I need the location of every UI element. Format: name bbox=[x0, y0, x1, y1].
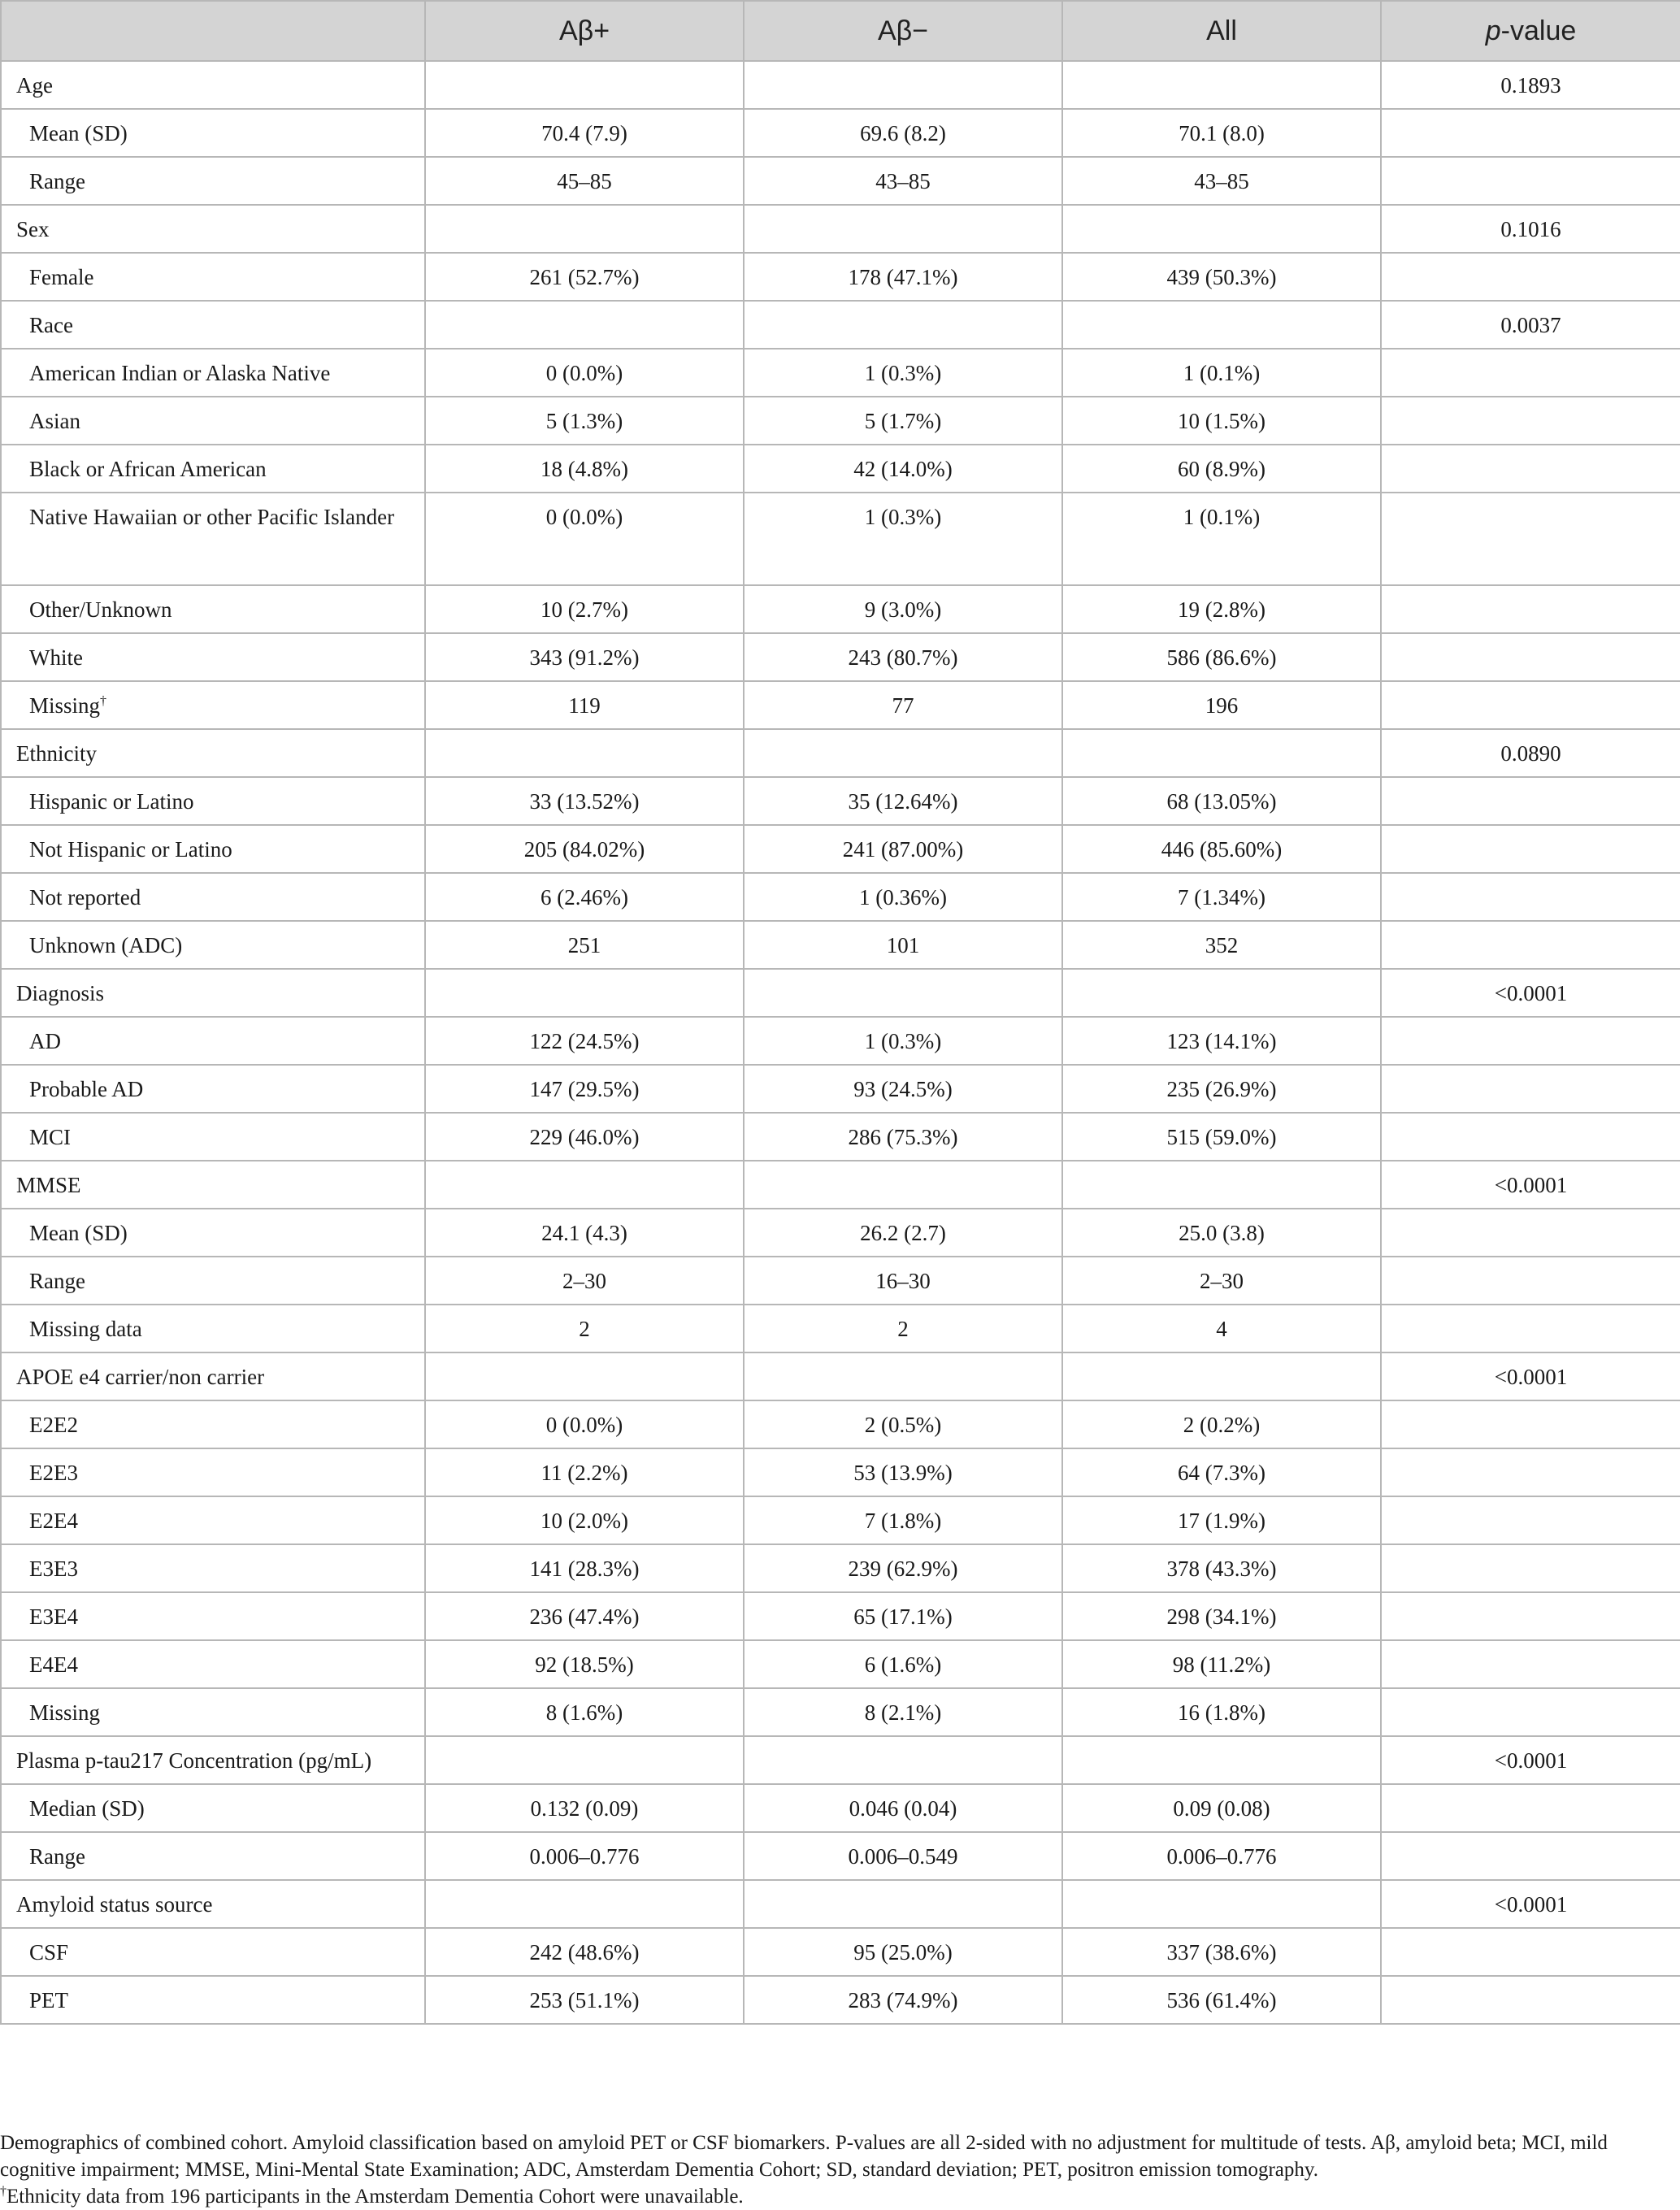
row-label bbox=[1, 873, 425, 921]
cell-abeta-negative: 1 (0.3%) bbox=[744, 349, 1062, 397]
table-row bbox=[1, 157, 1680, 205]
cell-all: 16 (1.8%) bbox=[1062, 1688, 1381, 1736]
cell-abeta-positive: 236 (47.4%) bbox=[425, 1592, 744, 1640]
cell-abeta-positive bbox=[425, 729, 744, 777]
row-label bbox=[1, 969, 425, 1017]
cell-p-value bbox=[1381, 1832, 1680, 1880]
cell-all: 43–85 bbox=[1062, 157, 1381, 205]
cell-abeta-positive: 2–30 bbox=[425, 1257, 744, 1305]
cell-abeta-positive: 0 (0.0%) bbox=[425, 493, 744, 585]
cell-all: 123 (14.1%) bbox=[1062, 1017, 1381, 1065]
footnote-ethnicity-text: Ethnicity data from 196 participants in the Amsterdam Dementia Cohort were unavailable. bbox=[7, 2186, 744, 2208]
row-label bbox=[1, 1017, 425, 1065]
cell-all bbox=[1062, 1161, 1381, 1209]
row-label bbox=[1, 1305, 425, 1352]
cell-all: 2–30 bbox=[1062, 1257, 1381, 1305]
cell-p-value bbox=[1381, 1209, 1680, 1257]
cell-all bbox=[1062, 61, 1381, 109]
cell-abeta-positive: 92 (18.5%) bbox=[425, 1640, 744, 1688]
row-label-text: Female bbox=[29, 264, 94, 289]
row-label bbox=[1, 777, 425, 825]
cell-abeta-negative bbox=[744, 1352, 1062, 1400]
row-label bbox=[1, 1113, 425, 1161]
cell-abeta-negative bbox=[744, 969, 1062, 1017]
row-label bbox=[1, 1065, 425, 1113]
cell-all: 60 (8.9%) bbox=[1062, 445, 1381, 493]
cell-abeta-positive bbox=[425, 1352, 744, 1400]
cell-all: 19 (2.8%) bbox=[1062, 585, 1381, 633]
cell-p-value bbox=[1381, 1976, 1680, 2024]
table-row bbox=[1, 777, 1680, 825]
row-label bbox=[1, 397, 425, 445]
row-label-text: CSF bbox=[29, 1939, 69, 1965]
table-row bbox=[1, 1161, 1680, 1209]
row-label-text: Missing bbox=[29, 693, 101, 718]
table-row bbox=[1, 109, 1680, 157]
cell-abeta-negative bbox=[744, 301, 1062, 349]
cell-abeta-negative: 1 (0.3%) bbox=[744, 1017, 1062, 1065]
row-label bbox=[1, 1257, 425, 1305]
row-label bbox=[1, 1352, 425, 1400]
cell-p-value: <0.0001 bbox=[1381, 1352, 1680, 1400]
cell-abeta-positive bbox=[425, 1880, 744, 1928]
cell-p-value: 0.1893 bbox=[1381, 61, 1680, 109]
cell-p-value: <0.0001 bbox=[1381, 1736, 1680, 1784]
table-row bbox=[1, 681, 1680, 729]
cell-abeta-positive: 10 (2.0%) bbox=[425, 1496, 744, 1544]
cell-abeta-negative: 283 (74.9%) bbox=[744, 1976, 1062, 2024]
table-row bbox=[1, 445, 1680, 493]
row-label bbox=[1, 1209, 425, 1257]
table-row bbox=[1, 1736, 1680, 1784]
cell-all: 439 (50.3%) bbox=[1062, 253, 1381, 301]
table-row bbox=[1, 1976, 1680, 2024]
cell-abeta-positive: 253 (51.1%) bbox=[425, 1976, 744, 2024]
cell-abeta-negative: 35 (12.64%) bbox=[744, 777, 1062, 825]
row-label bbox=[1, 633, 425, 681]
table-row bbox=[1, 1209, 1680, 1257]
footnote-ethnicity bbox=[0, 2183, 1658, 2210]
cell-p-value bbox=[1381, 681, 1680, 729]
row-label bbox=[1, 681, 425, 729]
cell-abeta-positive bbox=[425, 61, 744, 109]
row-label-text: E2E2 bbox=[29, 1412, 78, 1437]
cell-p-value bbox=[1381, 1305, 1680, 1352]
row-label-text: Probable AD bbox=[29, 1076, 144, 1101]
row-label-text: Asian bbox=[29, 408, 80, 433]
row-label-footnote-mark: † bbox=[100, 693, 107, 708]
cell-all: 586 (86.6%) bbox=[1062, 633, 1381, 681]
cell-abeta-negative: 101 bbox=[744, 921, 1062, 969]
row-label-text: E2E3 bbox=[29, 1460, 78, 1485]
row-label bbox=[1, 157, 425, 205]
cell-abeta-negative: 2 bbox=[744, 1305, 1062, 1352]
cell-p-value bbox=[1381, 1688, 1680, 1736]
row-label-text: E2E4 bbox=[29, 1508, 78, 1533]
cell-all: 196 bbox=[1062, 681, 1381, 729]
cell-p-value: 0.0037 bbox=[1381, 301, 1680, 349]
cell-p-value bbox=[1381, 585, 1680, 633]
cell-abeta-positive: 147 (29.5%) bbox=[425, 1065, 744, 1113]
cell-all: 337 (38.6%) bbox=[1062, 1928, 1381, 1976]
cell-all: 536 (61.4%) bbox=[1062, 1976, 1381, 2024]
cell-abeta-positive: 229 (46.0%) bbox=[425, 1113, 744, 1161]
table-row bbox=[1, 1065, 1680, 1113]
cell-p-value bbox=[1381, 1448, 1680, 1496]
cell-abeta-negative: 2 (0.5%) bbox=[744, 1400, 1062, 1448]
row-label-text: Range bbox=[29, 168, 85, 193]
cell-all: 10 (1.5%) bbox=[1062, 397, 1381, 445]
table-row bbox=[1, 1305, 1680, 1352]
cell-p-value bbox=[1381, 157, 1680, 205]
table-row bbox=[1, 1544, 1680, 1592]
cell-p-value bbox=[1381, 1400, 1680, 1448]
cell-abeta-positive: 24.1 (4.3) bbox=[425, 1209, 744, 1257]
row-label-text: AD bbox=[29, 1028, 61, 1053]
row-label bbox=[1, 1688, 425, 1736]
cell-abeta-negative: 93 (24.5%) bbox=[744, 1065, 1062, 1113]
row-label-text: E4E4 bbox=[29, 1652, 78, 1677]
row-label-text: Race bbox=[29, 312, 73, 337]
cell-abeta-positive: 5 (1.3%) bbox=[425, 397, 744, 445]
row-label-text: White bbox=[29, 645, 83, 670]
cell-all: 4 bbox=[1062, 1305, 1381, 1352]
cell-p-value bbox=[1381, 1017, 1680, 1065]
row-label bbox=[1, 445, 425, 493]
cell-abeta-positive: 0 (0.0%) bbox=[425, 349, 744, 397]
cell-abeta-negative: 243 (80.7%) bbox=[744, 633, 1062, 681]
cell-abeta-negative: 43–85 bbox=[744, 157, 1062, 205]
row-label bbox=[1, 301, 425, 349]
row-label bbox=[1, 1448, 425, 1496]
table-row bbox=[1, 1928, 1680, 1976]
footnote-dagger: † bbox=[0, 2184, 7, 2199]
cell-abeta-negative: 1 (0.36%) bbox=[744, 873, 1062, 921]
cell-abeta-negative: 6 (1.6%) bbox=[744, 1640, 1062, 1688]
row-label bbox=[1, 493, 425, 585]
row-label-text: Sex bbox=[16, 216, 50, 241]
row-label bbox=[1, 349, 425, 397]
row-label-text: Age bbox=[16, 72, 53, 98]
row-label-text: Other/Unknown bbox=[29, 597, 172, 622]
cell-all: 446 (85.60%) bbox=[1062, 825, 1381, 873]
row-label bbox=[1, 729, 425, 777]
cell-all: 1 (0.1%) bbox=[1062, 349, 1381, 397]
cell-p-value bbox=[1381, 1640, 1680, 1688]
cell-p-value bbox=[1381, 633, 1680, 681]
row-label bbox=[1, 921, 425, 969]
cell-p-value bbox=[1381, 873, 1680, 921]
cell-p-value bbox=[1381, 349, 1680, 397]
table-row bbox=[1, 1400, 1680, 1448]
cell-abeta-negative: 53 (13.9%) bbox=[744, 1448, 1062, 1496]
cell-abeta-negative: 77 bbox=[744, 681, 1062, 729]
row-label-text: Not Hispanic or Latino bbox=[29, 836, 232, 862]
table-row bbox=[1, 729, 1680, 777]
row-label-text: Missing bbox=[29, 1700, 101, 1725]
row-label bbox=[1, 1880, 425, 1928]
header-p-suffix: -value bbox=[1500, 15, 1577, 46]
table-row bbox=[1, 1592, 1680, 1640]
cell-abeta-negative bbox=[744, 205, 1062, 253]
table-row bbox=[1, 1784, 1680, 1832]
cell-p-value bbox=[1381, 1065, 1680, 1113]
cell-abeta-positive: 205 (84.02%) bbox=[425, 825, 744, 873]
table-row bbox=[1, 969, 1680, 1017]
cell-all: 98 (11.2%) bbox=[1062, 1640, 1381, 1688]
row-label bbox=[1, 1544, 425, 1592]
table-row bbox=[1, 873, 1680, 921]
cell-all: 298 (34.1%) bbox=[1062, 1592, 1381, 1640]
cell-abeta-negative: 7 (1.8%) bbox=[744, 1496, 1062, 1544]
header-label-column bbox=[1, 1, 425, 61]
cell-p-value bbox=[1381, 1113, 1680, 1161]
header-all: All bbox=[1062, 1, 1381, 61]
cell-all bbox=[1062, 301, 1381, 349]
cell-abeta-positive: 122 (24.5%) bbox=[425, 1017, 744, 1065]
cell-abeta-negative: 8 (2.1%) bbox=[744, 1688, 1062, 1736]
cell-abeta-positive: 45–85 bbox=[425, 157, 744, 205]
cell-abeta-positive bbox=[425, 969, 744, 1017]
cell-abeta-positive: 343 (91.2%) bbox=[425, 633, 744, 681]
cell-all: 0.006–0.776 bbox=[1062, 1832, 1381, 1880]
table-row bbox=[1, 253, 1680, 301]
table-row bbox=[1, 1496, 1680, 1544]
table-row bbox=[1, 1113, 1680, 1161]
row-label-text: PET bbox=[29, 1987, 69, 2012]
cell-all: 70.1 (8.0) bbox=[1062, 109, 1381, 157]
table-row bbox=[1, 205, 1680, 253]
cell-abeta-negative: 1 (0.3%) bbox=[744, 493, 1062, 585]
cell-abeta-negative: 241 (87.00%) bbox=[744, 825, 1062, 873]
row-label-text: MMSE bbox=[16, 1172, 81, 1197]
row-label bbox=[1, 825, 425, 873]
cell-abeta-negative bbox=[744, 1736, 1062, 1784]
cell-p-value: 0.1016 bbox=[1381, 205, 1680, 253]
cell-abeta-negative: 65 (17.1%) bbox=[744, 1592, 1062, 1640]
cell-p-value bbox=[1381, 1928, 1680, 1976]
row-label bbox=[1, 1832, 425, 1880]
row-label-text: Median (SD) bbox=[29, 1795, 145, 1821]
row-label-text: Amyloid status source bbox=[16, 1891, 213, 1917]
cell-abeta-negative: 26.2 (2.7) bbox=[744, 1209, 1062, 1257]
table-row bbox=[1, 1832, 1680, 1880]
cell-abeta-negative: 42 (14.0%) bbox=[744, 445, 1062, 493]
cell-abeta-positive bbox=[425, 301, 744, 349]
cell-abeta-positive: 2 bbox=[425, 1305, 744, 1352]
cell-abeta-negative bbox=[744, 61, 1062, 109]
row-label bbox=[1, 61, 425, 109]
table-row bbox=[1, 61, 1680, 109]
cell-abeta-negative: 0.046 (0.04) bbox=[744, 1784, 1062, 1832]
cell-abeta-negative: 178 (47.1%) bbox=[744, 253, 1062, 301]
header-abeta-positive: Aβ+ bbox=[425, 1, 744, 61]
cell-abeta-positive bbox=[425, 205, 744, 253]
cell-p-value bbox=[1381, 397, 1680, 445]
cell-abeta-negative: 5 (1.7%) bbox=[744, 397, 1062, 445]
cell-all: 25.0 (3.8) bbox=[1062, 1209, 1381, 1257]
cell-abeta-negative: 286 (75.3%) bbox=[744, 1113, 1062, 1161]
table-row bbox=[1, 349, 1680, 397]
row-label bbox=[1, 1736, 425, 1784]
cell-abeta-positive: 0.006–0.776 bbox=[425, 1832, 744, 1880]
row-label-text: Native Hawaiian or other Pacific Islander bbox=[29, 505, 395, 529]
header-p-value bbox=[1381, 1, 1680, 61]
row-label-text: Hispanic or Latino bbox=[29, 788, 194, 814]
cell-all: 0.09 (0.08) bbox=[1062, 1784, 1381, 1832]
cell-all: 378 (43.3%) bbox=[1062, 1544, 1381, 1592]
cell-p-value bbox=[1381, 921, 1680, 969]
table-row bbox=[1, 1688, 1680, 1736]
row-label bbox=[1, 1400, 425, 1448]
row-label bbox=[1, 1928, 425, 1976]
cell-p-value bbox=[1381, 1592, 1680, 1640]
table-row bbox=[1, 1017, 1680, 1065]
row-label-text: American Indian or Alaska Native bbox=[29, 360, 331, 385]
cell-abeta-positive: 261 (52.7%) bbox=[425, 253, 744, 301]
cell-p-value: <0.0001 bbox=[1381, 1880, 1680, 1928]
cell-abeta-positive: 6 (2.46%) bbox=[425, 873, 744, 921]
row-label-text: Mean (SD) bbox=[29, 120, 128, 145]
row-label bbox=[1, 1161, 425, 1209]
table-row bbox=[1, 301, 1680, 349]
cell-p-value bbox=[1381, 825, 1680, 873]
row-label-text: Black or African American bbox=[29, 456, 267, 481]
cell-abeta-positive: 11 (2.2%) bbox=[425, 1448, 744, 1496]
cell-all bbox=[1062, 729, 1381, 777]
table-row bbox=[1, 1448, 1680, 1496]
cell-abeta-negative bbox=[744, 729, 1062, 777]
row-label-text: Ethnicity bbox=[16, 740, 97, 766]
table-row bbox=[1, 1880, 1680, 1928]
cell-p-value bbox=[1381, 1257, 1680, 1305]
row-label bbox=[1, 1592, 425, 1640]
row-label bbox=[1, 1496, 425, 1544]
table-row bbox=[1, 633, 1680, 681]
footnote-abbreviations: Demographics of combined cohort. Amyloid classification based on amyloid PET or CSF biomarkers. P-values are all 2-sided with no adjustment for multitude of tests. Aβ, amyloid beta; MCI, mild cognitive impairment; MMSE, Mini-Mental State Examination; ADC, Amsterdam Dementia Cohort; SD, standard deviation; PET, positron emission tomography. bbox=[0, 2132, 1608, 2181]
cell-abeta-negative: 0.006–0.549 bbox=[744, 1832, 1062, 1880]
cell-abeta-positive: 8 (1.6%) bbox=[425, 1688, 744, 1736]
cell-abeta-positive: 70.4 (7.9) bbox=[425, 109, 744, 157]
cell-p-value: <0.0001 bbox=[1381, 969, 1680, 1017]
row-label-text: MCI bbox=[29, 1124, 72, 1149]
row-label-text: E3E3 bbox=[29, 1556, 78, 1581]
row-label bbox=[1, 1976, 425, 2024]
row-label-text: Missing data bbox=[29, 1316, 142, 1341]
cell-all bbox=[1062, 1736, 1381, 1784]
cell-all bbox=[1062, 205, 1381, 253]
cell-abeta-negative: 9 (3.0%) bbox=[744, 585, 1062, 633]
row-label-text: Range bbox=[29, 1843, 85, 1869]
cell-abeta-negative: 16–30 bbox=[744, 1257, 1062, 1305]
cell-all: 68 (13.05%) bbox=[1062, 777, 1381, 825]
cell-all: 235 (26.9%) bbox=[1062, 1065, 1381, 1113]
row-label bbox=[1, 205, 425, 253]
row-label-text: Unknown (ADC) bbox=[29, 932, 183, 957]
table-row bbox=[1, 1352, 1680, 1400]
cell-p-value bbox=[1381, 777, 1680, 825]
cell-abeta-positive bbox=[425, 1161, 744, 1209]
cell-p-value bbox=[1381, 1496, 1680, 1544]
row-label-text: Range bbox=[29, 1268, 85, 1293]
cell-p-value bbox=[1381, 493, 1680, 585]
table-row bbox=[1, 1640, 1680, 1688]
cell-p-value: <0.0001 bbox=[1381, 1161, 1680, 1209]
cell-all bbox=[1062, 969, 1381, 1017]
row-label bbox=[1, 1784, 425, 1832]
cell-all: 352 bbox=[1062, 921, 1381, 969]
table-row bbox=[1, 825, 1680, 873]
row-label bbox=[1, 253, 425, 301]
cell-all bbox=[1062, 1352, 1381, 1400]
table-row bbox=[1, 397, 1680, 445]
cell-all: 64 (7.3%) bbox=[1062, 1448, 1381, 1496]
cell-abeta-negative bbox=[744, 1161, 1062, 1209]
cell-abeta-positive: 141 (28.3%) bbox=[425, 1544, 744, 1592]
row-label-text: Diagnosis bbox=[16, 980, 104, 1005]
header-p-letter: p bbox=[1485, 15, 1501, 46]
table-footnote bbox=[0, 2130, 1658, 2210]
cell-all: 7 (1.34%) bbox=[1062, 873, 1381, 921]
cell-abeta-positive: 0 (0.0%) bbox=[425, 1400, 744, 1448]
table-body bbox=[1, 61, 1680, 2024]
cell-abeta-positive: 0.132 (0.09) bbox=[425, 1784, 744, 1832]
cell-p-value: 0.0890 bbox=[1381, 729, 1680, 777]
cell-abeta-positive: 119 bbox=[425, 681, 744, 729]
cell-abeta-positive: 18 (4.8%) bbox=[425, 445, 744, 493]
cell-abeta-positive: 251 bbox=[425, 921, 744, 969]
row-label-text: Not reported bbox=[29, 884, 141, 910]
table-row bbox=[1, 585, 1680, 633]
row-label-text: APOE e4 carrier/non carrier bbox=[16, 1364, 265, 1389]
row-label bbox=[1, 1640, 425, 1688]
cell-abeta-positive: 33 (13.52%) bbox=[425, 777, 744, 825]
row-label bbox=[1, 109, 425, 157]
cell-abeta-negative bbox=[744, 1880, 1062, 1928]
cell-all: 515 (59.0%) bbox=[1062, 1113, 1381, 1161]
cell-abeta-positive bbox=[425, 1736, 744, 1784]
table-row bbox=[1, 493, 1680, 585]
table-row bbox=[1, 1257, 1680, 1305]
cell-abeta-negative: 69.6 (8.2) bbox=[744, 109, 1062, 157]
cell-p-value bbox=[1381, 109, 1680, 157]
row-label bbox=[1, 585, 425, 633]
cell-all: 1 (0.1%) bbox=[1062, 493, 1381, 585]
table-header-row bbox=[1, 1, 1680, 61]
cell-abeta-negative: 95 (25.0%) bbox=[744, 1928, 1062, 1976]
row-label-text: Plasma p-tau217 Concentration (pg/mL) bbox=[16, 1748, 372, 1773]
row-label-text: Mean (SD) bbox=[29, 1220, 128, 1245]
cell-abeta-positive: 242 (48.6%) bbox=[425, 1928, 744, 1976]
cell-p-value bbox=[1381, 1544, 1680, 1592]
cell-all bbox=[1062, 1880, 1381, 1928]
cell-p-value bbox=[1381, 253, 1680, 301]
cell-p-value bbox=[1381, 1784, 1680, 1832]
cell-p-value bbox=[1381, 445, 1680, 493]
cell-all: 2 (0.2%) bbox=[1062, 1400, 1381, 1448]
cell-all: 17 (1.9%) bbox=[1062, 1496, 1381, 1544]
table-row bbox=[1, 921, 1680, 969]
row-label-text: E3E4 bbox=[29, 1604, 78, 1629]
cell-abeta-positive: 10 (2.7%) bbox=[425, 585, 744, 633]
header-abeta-negative: Aβ− bbox=[744, 1, 1062, 61]
cell-abeta-negative: 239 (62.9%) bbox=[744, 1544, 1062, 1592]
